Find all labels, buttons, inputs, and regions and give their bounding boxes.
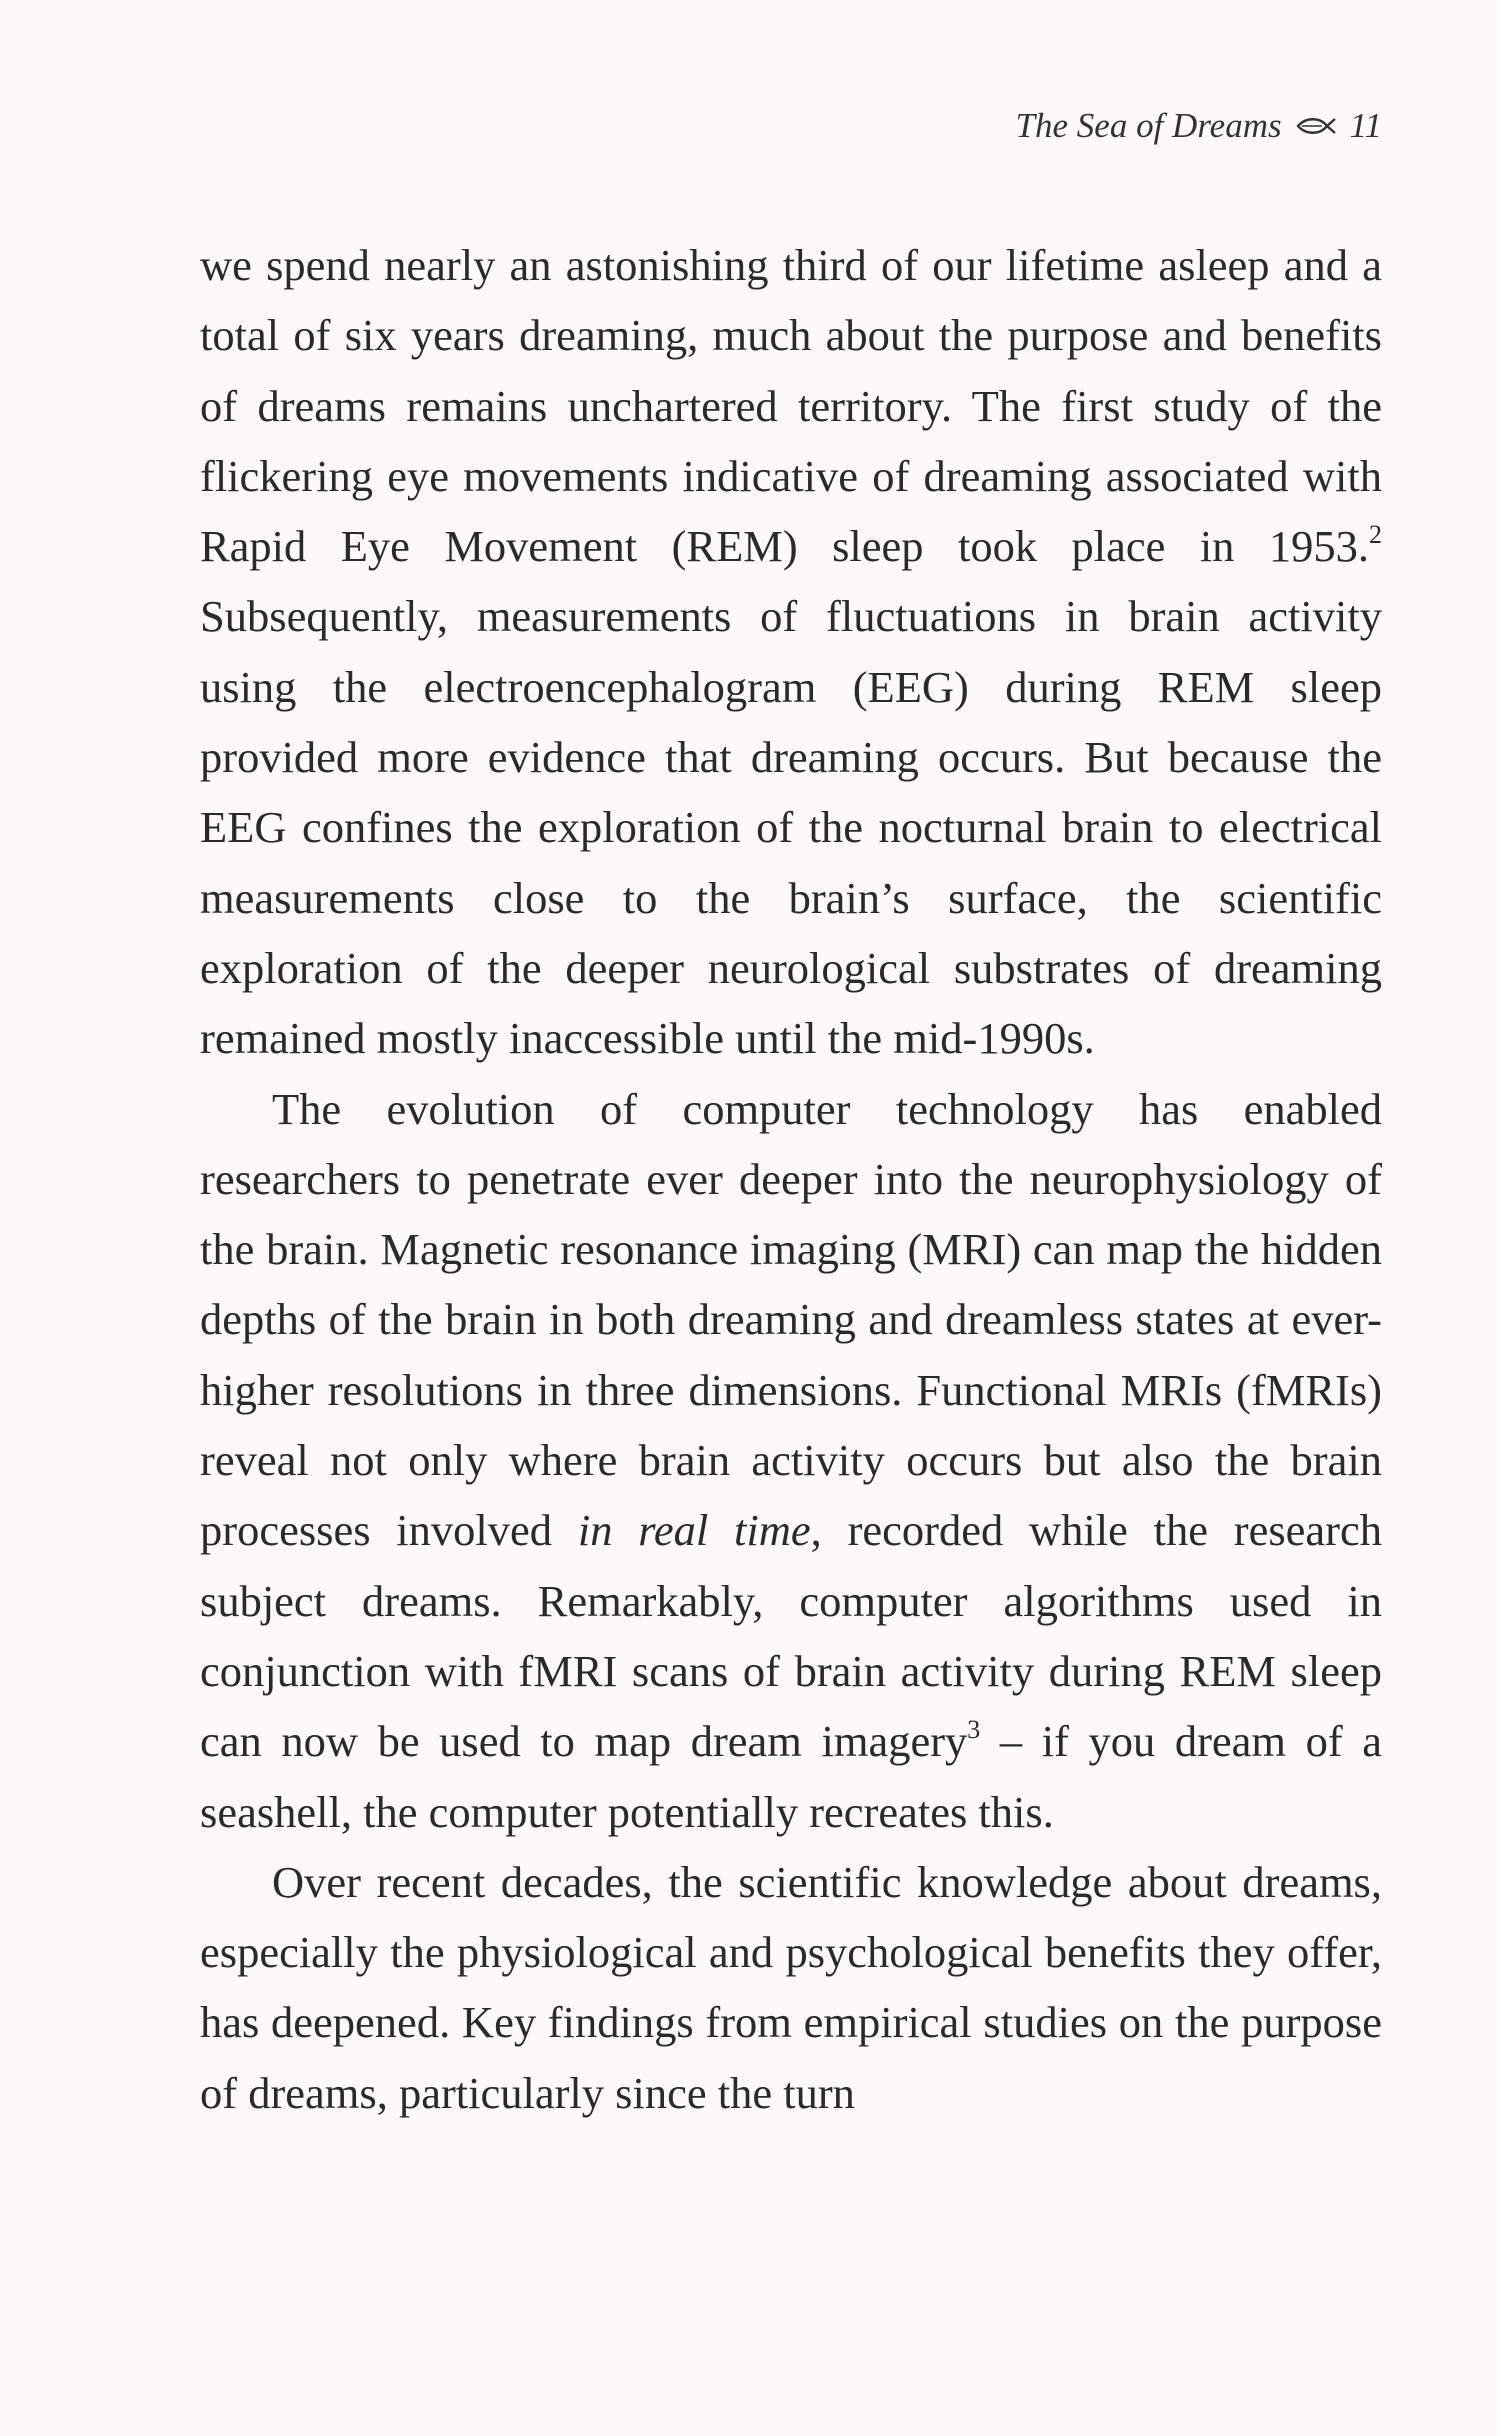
paragraph-1: [200, 230, 1382, 1074]
paragraph-2-part-a: The evolution of computer technology has enabled researchers to penetrate ever deeper into the neurophysiology of the brain. Magnetic resonance imaging (MRI) can map the hidden depths of the brain in both dreaming and dreamless states at ever-higher resolutions in three dimensions. Functional MRIs (fMRIs) reveal not only where brain activity occurs but also the brain processes involved: [200, 1083, 1382, 1556]
paragraph-2: [200, 1074, 1382, 1847]
footnote-ref-3: 3: [967, 1715, 981, 1745]
page-number: 11: [1349, 106, 1382, 145]
running-head-title: The Sea of Dreams: [1015, 106, 1282, 145]
paragraph-1-part-b: Subsequently, measurements of fluctuations in brain activity using the electroencephalogram (EEG) during REM sleep provided more evidence that dreaming occurs. But because the EEG confines the exploration of the nocturnal brain to electrical measurements close to the brain’s surface, the scientific exploration of the deeper neurological substrates of dreaming remained mostly inaccessible until the mid-1990s.: [200, 591, 1382, 1064]
paragraph-2-emphasis: in real time: [577, 1505, 811, 1556]
running-head: [1016, 106, 1382, 146]
fish-ornament-icon: [1296, 115, 1336, 137]
body-text: [200, 230, 1382, 2128]
paragraph-2-part-c: – if you dream of a seashell, the computer potentially recreates this.: [200, 1716, 1383, 1837]
paragraph-3: [200, 1847, 1382, 2128]
paragraph-1-part-a: we spend nearly an astonishing third of our lifetime asleep and a total of six years dreaming, much about the purpose and benefits of dreams remains unchartered territory. The first study of the flickering eye movements indicative of dreaming associated with Rapid Eye Movement (REM) sleep took place in 1953.: [200, 240, 1382, 572]
paragraph-2-part-b: , recorded while the research subject dreams. Remarkably, computer algorithms used in conjunction with fMRI scans of brain activity during REM sleep can now be used to map dream imagery: [200, 1505, 1382, 1767]
paragraph-3-text: Over recent decades, the scientific knowledge about dreams, especially the physiological and psychological benefits they offer, has deepened. Key findings from empirical studies on the purpose of dreams, particularly since the turn: [200, 1856, 1382, 2118]
footnote-ref-2: 2: [1369, 520, 1382, 550]
